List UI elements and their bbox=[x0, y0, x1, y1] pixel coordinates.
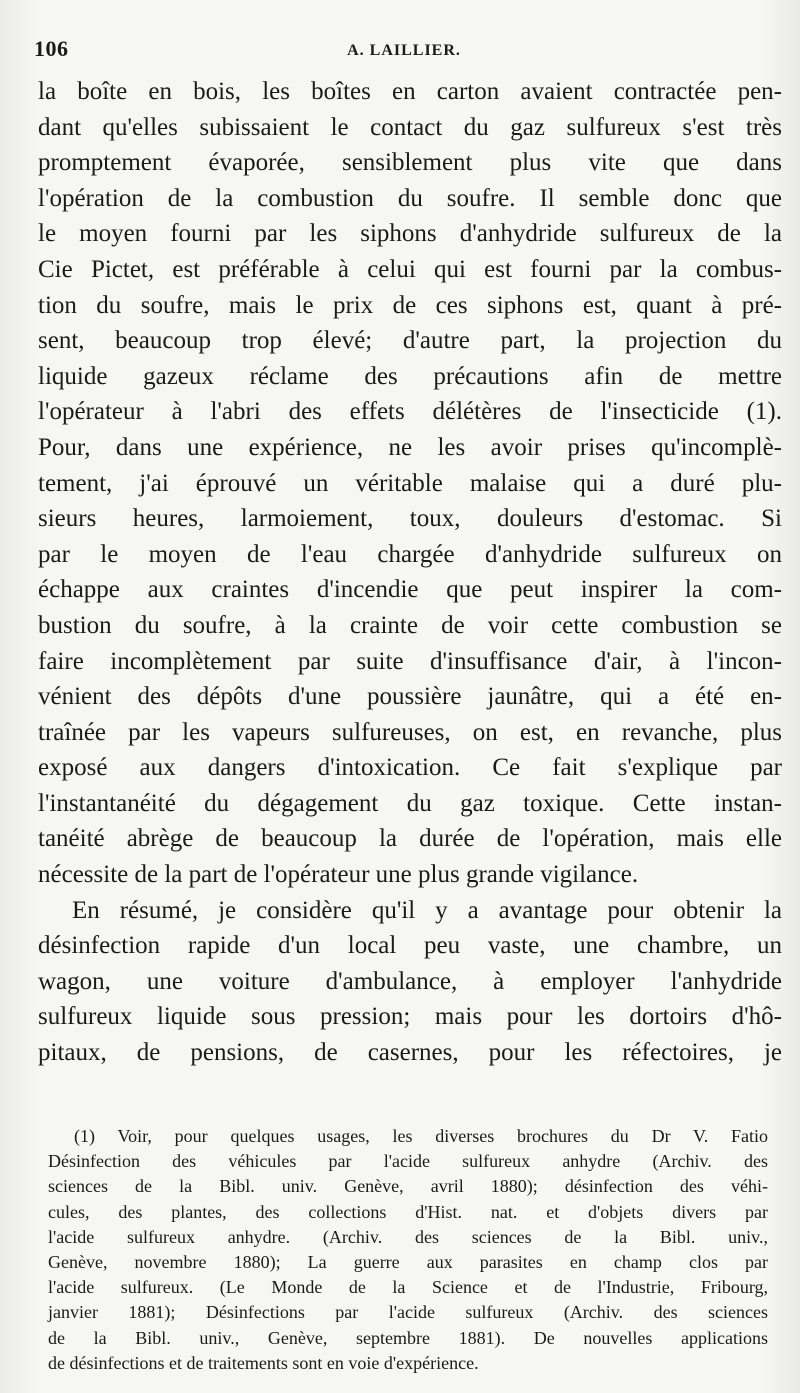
text-line: tanéité abrège de beaucoup la durée de l'opération, mais elle bbox=[38, 825, 782, 853]
text-line: promptement évaporée, sensiblement plus vite que dans bbox=[38, 149, 782, 177]
body-text bbox=[38, 74, 782, 1071]
text-line: bustion du soufre, à la crainte de voir cette combustion se bbox=[38, 611, 782, 639]
text-line: désinfection rapide d'un local peu vaste, une chambre, un bbox=[38, 932, 782, 960]
text-line: le moyen fourni par les siphons d'anhydride sulfureux de la bbox=[38, 220, 782, 248]
footnote-line: de désinfections et de traitements sont en voie d'expérience. bbox=[48, 1352, 479, 1373]
text-line: En résumé, je considère qu'il y a avantage pour obtenir la bbox=[72, 896, 782, 924]
text-line: sieurs heures, larmoiement, toux, douleurs d'estomac. Si bbox=[38, 505, 782, 533]
text-line: tement, j'ai éprouvé un véritable malaise qui a duré plu- bbox=[38, 469, 782, 497]
footnote-line: de la Bibl. univ., Genève, septembre 1881). De nouvelles applications bbox=[48, 1327, 768, 1348]
text-line: nécessite de la part de l'opérateur une plus grande vigilance. bbox=[38, 861, 639, 889]
running-head: A. LAILLIER. bbox=[347, 42, 461, 59]
text-line: wagon, une voiture d'ambulance, à employer l'anhydride bbox=[38, 967, 782, 995]
text-line: l'opérateur à l'abri des effets délétères de l'insecticide (1). bbox=[38, 398, 782, 426]
text-line: sulfureux liquide sous pression; mais pour les dortoirs d'hô- bbox=[38, 1003, 782, 1031]
footnote-line: Désinfection des véhicules par l'acide sulfureux anhydre (Archiv. des bbox=[48, 1151, 768, 1172]
footnote-line: janvier 1881); Désinfections par l'acide sulfureux (Archiv. des sciences bbox=[48, 1302, 768, 1323]
footnote-line: l'acide sulfureux. (Le Monde de la Science et de l'Industrie, Fribourg, bbox=[48, 1277, 768, 1298]
page-number: 106 bbox=[34, 36, 69, 61]
text-line: vénient des dépôts d'une poussière jaunâtre, qui a été en- bbox=[38, 683, 782, 711]
text-line: sent, beaucoup trop élevé; d'autre part, la projection du bbox=[38, 327, 782, 355]
text-line: la boîte en bois, les boîtes en carton avaient contractée pen- bbox=[38, 78, 782, 105]
footnote-line: cules, des plantes, des collections d'Hist. nat. et d'objets divers par bbox=[48, 1201, 768, 1222]
footnote-line: sciences de la Bibl. univ. Genève, avril 1880); désinfection des véhi- bbox=[48, 1176, 768, 1197]
text-line: exposé aux dangers d'intoxication. Ce fait s'explique par bbox=[38, 754, 782, 782]
footnote-block bbox=[48, 1124, 768, 1376]
text-line: pitaux, de pensions, de casernes, pour les réfectoires, je bbox=[38, 1039, 782, 1067]
footnote-line: Genève, novembre 1880); La guerre aux parasites en champ clos par bbox=[48, 1251, 768, 1272]
text-line: l'instantanéité du dégagement du gaz toxique. Cette instan- bbox=[38, 789, 782, 817]
text-line: liquide gazeux réclame des précautions afin de mettre bbox=[38, 362, 782, 390]
text-line: faire incomplètement par suite d'insuffisance d'air, à l'incon- bbox=[38, 647, 782, 675]
text-line: Pour, dans une expérience, ne les avoir prises qu'incomplè- bbox=[38, 433, 782, 461]
text-line: échappe aux craintes d'incendie que peut inspirer la com- bbox=[38, 576, 782, 604]
text-line: Cie Pictet, est préférable à celui qui est fourni par la combus- bbox=[38, 255, 782, 283]
text-line: dant qu'elles subissaient le contact du gaz sulfureux s'est très bbox=[38, 113, 782, 141]
footnote-line: l'acide sulfureux anhydre. (Archiv. des sciences de la Bibl. univ., bbox=[48, 1226, 768, 1247]
page-header bbox=[34, 32, 774, 68]
text-line: traînée par les vapeurs sulfureuses, on est, en revanche, plus bbox=[38, 718, 782, 746]
text-line: par le moyen de l'eau chargée d'anhydride sulfureux on bbox=[38, 540, 782, 568]
text-line: tion du soufre, mais le prix de ces siphons est, quant à pré- bbox=[38, 291, 782, 319]
footnote-line: (1) Voir, pour quelques usages, les diverses brochures du Dr V. Fatio bbox=[74, 1126, 768, 1146]
text-line: l'opération de la combustion du soufre. Il semble donc que bbox=[38, 184, 782, 212]
